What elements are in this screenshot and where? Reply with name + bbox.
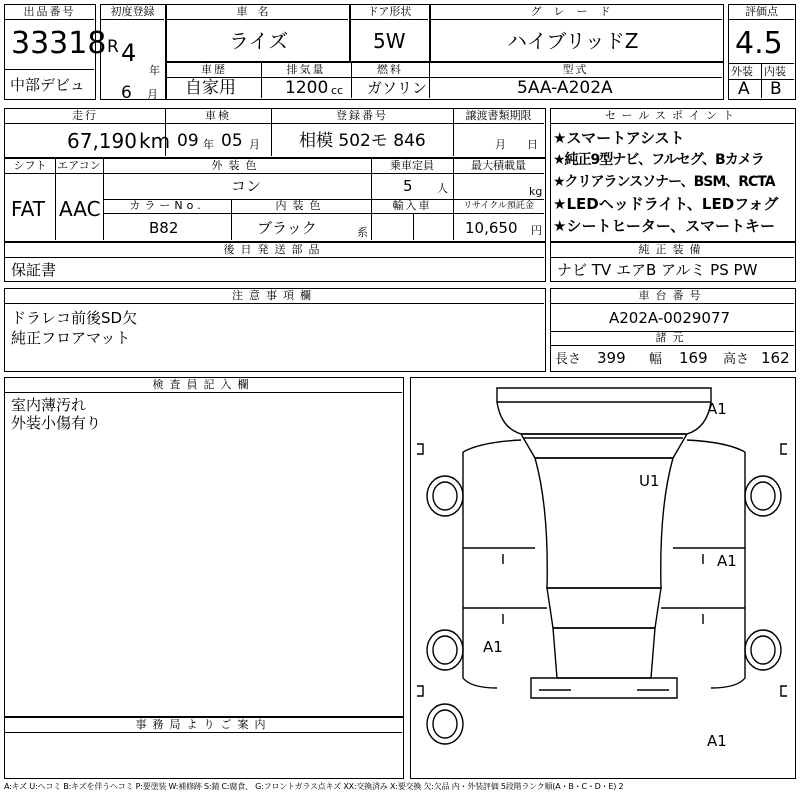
interior-label: 内装 <box>764 65 786 78</box>
damage-diagram <box>410 377 796 779</box>
width-value: 169 <box>679 349 708 367</box>
inspector-line-1: 室内薄汚れ <box>11 396 87 414</box>
sales-point-3: ★クリアランスソナー、BSM、RCTA <box>553 174 775 190</box>
equipment-value: ナビ TV エアB アルミ PS PW <box>557 261 758 279</box>
recycle-label: リサイクル預託金 <box>453 199 544 214</box>
notes-line-1: ドラレコ前後SD欠 <box>11 309 138 327</box>
equipment-label: 純正装備 <box>551 243 794 258</box>
grade-label: グレード <box>431 5 722 20</box>
color-value: コン <box>231 177 262 195</box>
sales-points-label: セールスポイント <box>551 109 794 124</box>
int-color-value: ブラック <box>257 219 317 237</box>
interior-grade: B <box>770 79 782 99</box>
history-label: 車歴 <box>167 63 261 78</box>
sales-point-1: ★スマートアシスト <box>553 129 685 147</box>
registration-year: 4 <box>121 39 137 67</box>
recycle-value: 10,650 <box>465 219 518 237</box>
grade-box <box>430 4 724 62</box>
door-value: 5W <box>373 29 406 53</box>
transfer-label: 譲渡書類期限 <box>453 109 544 124</box>
notes-box <box>4 288 546 372</box>
car-name: ライズ <box>229 29 289 53</box>
capacity-value: 5 <box>403 177 413 195</box>
later-parts-value: 保証書 <box>11 261 57 279</box>
inspection-year: 09 <box>177 131 199 151</box>
damage-mark-front: A1 <box>707 400 727 418</box>
history-row <box>166 62 724 100</box>
score-box <box>728 4 796 100</box>
sales-point-2: ★純正9型ナビ、フルセグ、Bカメラ <box>553 152 764 168</box>
capacity-unit: 人 <box>437 182 448 195</box>
door-box <box>350 4 430 62</box>
displacement-value: 1200 <box>285 78 329 98</box>
shift-value: FAT <box>11 197 46 221</box>
mileage-unit: km <box>139 129 171 153</box>
model-label: 型式 <box>429 63 722 78</box>
history-value: 自家用 <box>185 78 236 98</box>
color-no-value: B82 <box>149 219 179 237</box>
inspection-month: 05 <box>221 131 243 151</box>
legend: A:キズ U:ヘコミ B:キズを伴うヘコミ P:要塗装 W:補修跡 S:錆 C:腐食、 G:フロントガラス点キズ XX:交換済み X:要交換 欠:欠品 内・外装評価 5段階ランク順(A・B・C・D・E) 2 <box>4 782 624 791</box>
load-label: 最大積載量 <box>453 159 544 174</box>
chassis-label: 車台番号 <box>551 289 794 304</box>
ac-value: AAC <box>59 197 101 221</box>
load-unit: kg <box>529 185 543 198</box>
inspection-month-unit: 月 <box>249 138 260 151</box>
capacity-label: 乗車定員 <box>371 159 453 174</box>
office-label: 事務局よりご案内 <box>5 718 402 733</box>
specs-box <box>4 158 546 242</box>
damage-mark-left-rear: A1 <box>483 638 503 656</box>
inspector-box <box>4 377 404 717</box>
int-color-label: 内装色 <box>231 199 371 214</box>
sales-points-box <box>550 108 796 242</box>
sales-point-4: ★LEDヘッドライト、LEDフォグ <box>553 195 779 213</box>
length-value: 399 <box>597 349 626 367</box>
year-unit: 年 <box>149 64 160 77</box>
mileage-value: 67,190 <box>67 129 137 153</box>
import-label: 輸入車 <box>371 199 453 214</box>
transfer-day-unit: 日 <box>527 138 538 151</box>
lot-box <box>4 4 107 100</box>
equipment-box <box>550 242 796 282</box>
inspector-label: 検査員記入欄 <box>5 378 402 393</box>
era: R <box>107 37 119 57</box>
chassis-box <box>550 288 796 372</box>
car-name-box <box>166 4 350 62</box>
month-unit: 月 <box>147 88 158 101</box>
fuel-label: 燃料 <box>351 63 429 78</box>
dimensions-label: 諸元 <box>551 331 794 346</box>
shift-label: シフト <box>5 159 55 174</box>
exterior-label: 外装 <box>731 65 753 78</box>
plate-label: 登録番号 <box>271 109 453 124</box>
transfer-month-unit: 月 <box>495 138 506 151</box>
height-label: 高さ <box>723 352 750 367</box>
inspection-label: 車検 <box>165 109 271 124</box>
damage-mark-rear: A1 <box>707 732 727 750</box>
car-outline <box>411 378 794 777</box>
registration-month: 6 <box>121 83 132 103</box>
notes-line-2: 純正フロアマット <box>11 329 131 347</box>
fuel-value: ガソリン <box>367 79 428 97</box>
mileage-label: 走行 <box>5 109 165 124</box>
exterior-grade: A <box>738 79 750 99</box>
color-no-label: カラーNo. <box>103 199 231 214</box>
recycle-unit: 円 <box>531 224 542 237</box>
lot-label: 出品番号 <box>5 5 94 20</box>
first-registration-box <box>100 4 166 103</box>
damage-mark-roof: U1 <box>639 472 660 490</box>
score-label: 評価点 <box>729 5 794 20</box>
sales-point-5: ★シートヒーター、スマートキー <box>553 217 775 235</box>
first-registration-label: 初度登録 <box>101 5 164 20</box>
mileage-row <box>4 108 546 158</box>
model-value: 5AA-A202A <box>517 78 613 98</box>
plate-value: 相模 502モ 846 <box>299 131 426 151</box>
score-value: 4.5 <box>735 26 783 61</box>
inspector-line-2: 外装小傷有り <box>11 414 102 432</box>
length-label: 長さ <box>555 352 582 367</box>
grade-value: ハイブリッドZ <box>507 29 639 53</box>
later-parts-box <box>4 242 546 282</box>
office-box <box>4 717 404 779</box>
car-name-label: 車名 <box>167 5 348 20</box>
chassis-value: A202A-0029077 <box>609 309 731 327</box>
venue: 中部デビュ <box>10 76 86 94</box>
inspection-year-unit: 年 <box>203 138 214 151</box>
displacement-label: 排気量 <box>261 63 351 78</box>
door-label: ドア形状 <box>351 5 428 20</box>
color-label: 外装色 <box>103 159 371 174</box>
notes-label: 注意事項欄 <box>5 289 544 304</box>
displacement-unit: cc <box>331 84 344 97</box>
ac-label: エアコン <box>55 159 103 174</box>
later-parts-label: 後日発送部品 <box>5 243 544 258</box>
width-label: 幅 <box>649 352 663 367</box>
height-value: 162 <box>761 349 790 367</box>
lot-number: 33318 <box>11 26 107 61</box>
damage-mark-right-door: A1 <box>717 552 737 570</box>
int-color-unit: 系 <box>357 226 368 239</box>
